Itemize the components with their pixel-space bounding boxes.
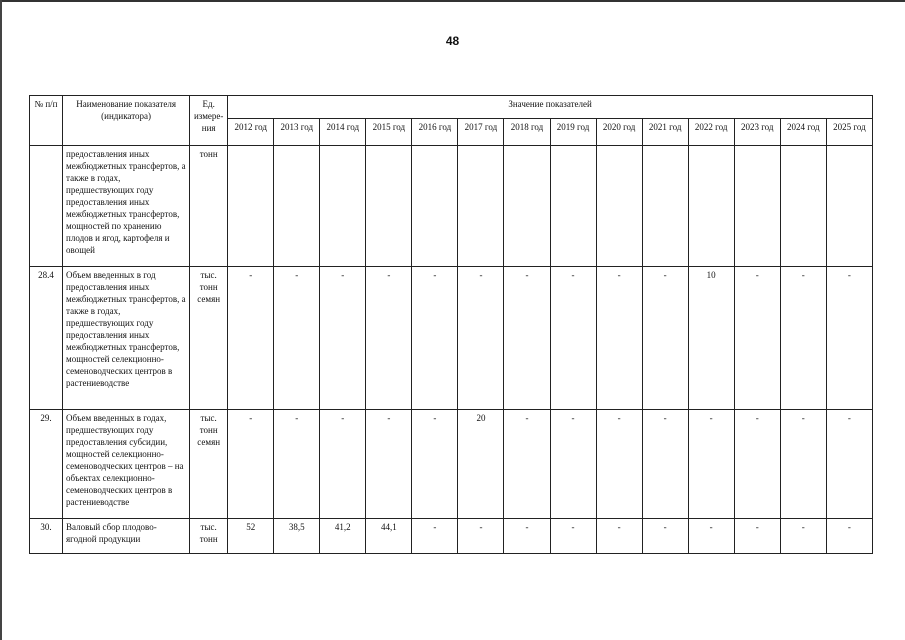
value-cell: - <box>274 267 320 410</box>
value-cell <box>780 146 826 267</box>
value-cell: - <box>642 267 688 410</box>
header-year: 2015 год <box>366 119 412 146</box>
value-cell: - <box>412 519 458 554</box>
header-year: 2021 год <box>642 119 688 146</box>
value-cell: 44,1 <box>366 519 412 554</box>
header-year: 2017 год <box>458 119 504 146</box>
row-number: 29. <box>30 410 63 519</box>
row-number <box>30 146 63 267</box>
row-number: 30. <box>30 519 63 554</box>
value-cell <box>688 146 734 267</box>
header-values-group: Значение показателей <box>228 96 873 119</box>
value-cell: - <box>780 519 826 554</box>
indicators-table <box>29 95 873 554</box>
page-number: 48 <box>445 34 460 48</box>
value-cell: - <box>642 519 688 554</box>
value-cell: - <box>550 519 596 554</box>
value-cell: - <box>642 410 688 519</box>
value-cell: - <box>596 519 642 554</box>
table-row <box>30 146 873 267</box>
value-cell: - <box>826 410 872 519</box>
unit-cell: тонн <box>190 146 228 267</box>
value-cell <box>826 146 872 267</box>
value-cell <box>734 146 780 267</box>
value-cell: - <box>274 410 320 519</box>
value-cell: - <box>412 267 458 410</box>
value-cell: - <box>458 519 504 554</box>
value-cell: - <box>504 410 550 519</box>
value-cell: 20 <box>458 410 504 519</box>
value-cell: 38,5 <box>274 519 320 554</box>
value-cell: - <box>458 267 504 410</box>
indicator-name: предоставления иных межбюджетных трансфертов, а также в годах, предшествующих году предоставления иных межбюджетных трансфертов, мощностей по хранению плодов и ягод, картофеля и овощей <box>63 146 190 267</box>
value-cell: - <box>780 267 826 410</box>
value-cell <box>642 146 688 267</box>
value-cell: - <box>596 267 642 410</box>
header-year: 2014 год <box>320 119 366 146</box>
table-row <box>30 267 873 410</box>
unit-cell: тыс. тонн <box>190 519 228 554</box>
value-cell: - <box>734 410 780 519</box>
header-year: 2023 год <box>734 119 780 146</box>
header-year: 2022 год <box>688 119 734 146</box>
value-cell <box>274 146 320 267</box>
value-cell: - <box>228 267 274 410</box>
value-cell: - <box>504 267 550 410</box>
indicator-name: Валовый сбор плодово-ягодной продукции <box>63 519 190 554</box>
header-row-top <box>30 96 873 119</box>
value-cell: - <box>550 267 596 410</box>
header-year: 2018 год <box>504 119 550 146</box>
indicator-name: Объем введенных в годах, предшествующих году предоставления субсидии, мощностей селекционно-семеноводческих центров – на объектах селекционно-семеноводческих центров в растениеводстве <box>63 410 190 519</box>
value-cell <box>458 146 504 267</box>
value-cell <box>320 146 366 267</box>
value-cell: - <box>734 267 780 410</box>
scan-top-edge <box>0 0 905 2</box>
value-cell: - <box>320 410 366 519</box>
value-cell <box>412 146 458 267</box>
value-cell: - <box>228 410 274 519</box>
value-cell: - <box>826 267 872 410</box>
value-cell: - <box>550 410 596 519</box>
header-year: 2012 год <box>228 119 274 146</box>
header-name: Наименование показателя (индикатора) <box>63 96 190 146</box>
value-cell <box>366 146 412 267</box>
value-cell: - <box>596 410 642 519</box>
value-cell: - <box>320 267 366 410</box>
value-cell: 10 <box>688 267 734 410</box>
indicator-name: Объем введенных в год предоставления иных межбюджетных трансфертов, а также в годах, предшествующих году предоставления иных межбюджетных трансфертов, мощностей селекционно-семеноводческих центров в растениеводстве <box>63 267 190 410</box>
value-cell: 52 <box>228 519 274 554</box>
value-cell <box>504 146 550 267</box>
value-cell <box>596 146 642 267</box>
value-cell: - <box>366 267 412 410</box>
header-year: 2019 год <box>550 119 596 146</box>
header-year: 2024 год <box>780 119 826 146</box>
header-year: 2013 год <box>274 119 320 146</box>
row-number: 28.4 <box>30 267 63 410</box>
header-year: 2025 год <box>826 119 872 146</box>
scan-left-edge <box>0 0 2 640</box>
value-cell: - <box>504 519 550 554</box>
table-row <box>30 410 873 519</box>
value-cell: - <box>826 519 872 554</box>
value-cell: - <box>734 519 780 554</box>
value-cell: - <box>688 410 734 519</box>
header-unit: Ед. измере-ния <box>190 96 228 146</box>
unit-cell: тыс. тонн семян <box>190 267 228 410</box>
unit-cell: тыс. тонн семян <box>190 410 228 519</box>
value-cell <box>550 146 596 267</box>
value-cell: 41,2 <box>320 519 366 554</box>
value-cell <box>228 146 274 267</box>
table-row <box>30 519 873 554</box>
header-num: № п/п <box>30 96 63 146</box>
value-cell: - <box>412 410 458 519</box>
header-year: 2020 год <box>596 119 642 146</box>
value-cell: - <box>366 410 412 519</box>
value-cell: - <box>688 519 734 554</box>
header-year: 2016 год <box>412 119 458 146</box>
value-cell: - <box>780 410 826 519</box>
